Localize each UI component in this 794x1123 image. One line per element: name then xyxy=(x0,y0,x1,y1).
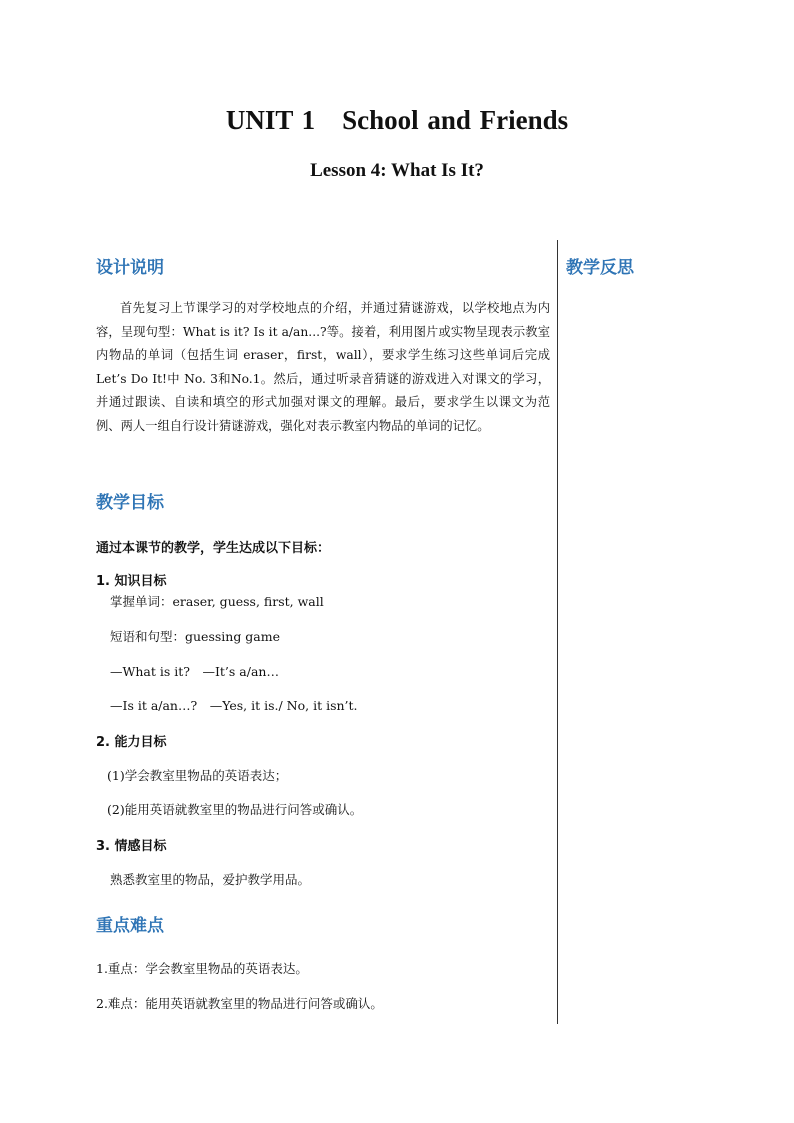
design-paragraph: 首先复习上节课学习的对学校地点的介绍，并通过猜谜游戏，以学校地点为内容，呈现句型：What is it? Is it a/an...?等。接着，利用图片或实物呈现表示教室内物品的单词（包括生词 eraser，first，wall），要求学生练习这些单词后完成Let’s Do It!中 No. 3和No.1。然后，通过听录音猜谜的游戏进入对课文的学习，并通过跟读、自读和填空的形式加强对课文的理解。最后，要求学生以课文为范例、两人一组自行设计猜谜游戏，强化对表示教室内物品的单词的记忆。 xyxy=(96,301,550,433)
knowledge-dialog-1: —What is it? —It’s a/an… xyxy=(110,664,279,679)
ability-title: 2. 能力目标 xyxy=(96,735,167,750)
emotion-title: 3. 情感目标 xyxy=(96,839,167,854)
keypoint-difficulty: 2.难点：能用英语就教室里的物品进行问答或确认。 xyxy=(96,996,383,1011)
keypoints-heading: 重点难点 xyxy=(96,916,164,936)
knowledge-dialog-2: —Is it a/an…? —Yes, it is./ No, it isn’t. xyxy=(110,698,358,713)
unit-title: UNIT 1 School and Friends xyxy=(225,105,569,135)
objectives-intro: 通过本课节的教学，学生达成以下目标： xyxy=(96,541,331,556)
objectives-heading: 教学目标 xyxy=(96,493,164,513)
knowledge-vocab: 掌握单词：eraser, guess, first, wall xyxy=(110,594,324,609)
ability-item-2: (2)能用英语就教室里的物品进行问答或确认。 xyxy=(107,802,363,817)
ability-item-1: (1)学会教室里物品的英语表达； xyxy=(107,768,288,783)
reflection-heading: 教学反思 xyxy=(566,258,634,278)
lesson-title: Lesson 4: What Is It? xyxy=(310,160,484,181)
design-heading: 设计说明 xyxy=(96,258,164,278)
emotion-item-1: 熟悉教室里的物品，爱护教学用品。 xyxy=(110,872,311,887)
keypoint-focus: 1.重点：学会教室里物品的英语表达。 xyxy=(96,961,308,976)
column-divider xyxy=(557,240,558,1024)
knowledge-phrases: 短语和句型：guessing game xyxy=(110,629,281,644)
knowledge-title: 1. 知识目标 xyxy=(96,574,167,589)
